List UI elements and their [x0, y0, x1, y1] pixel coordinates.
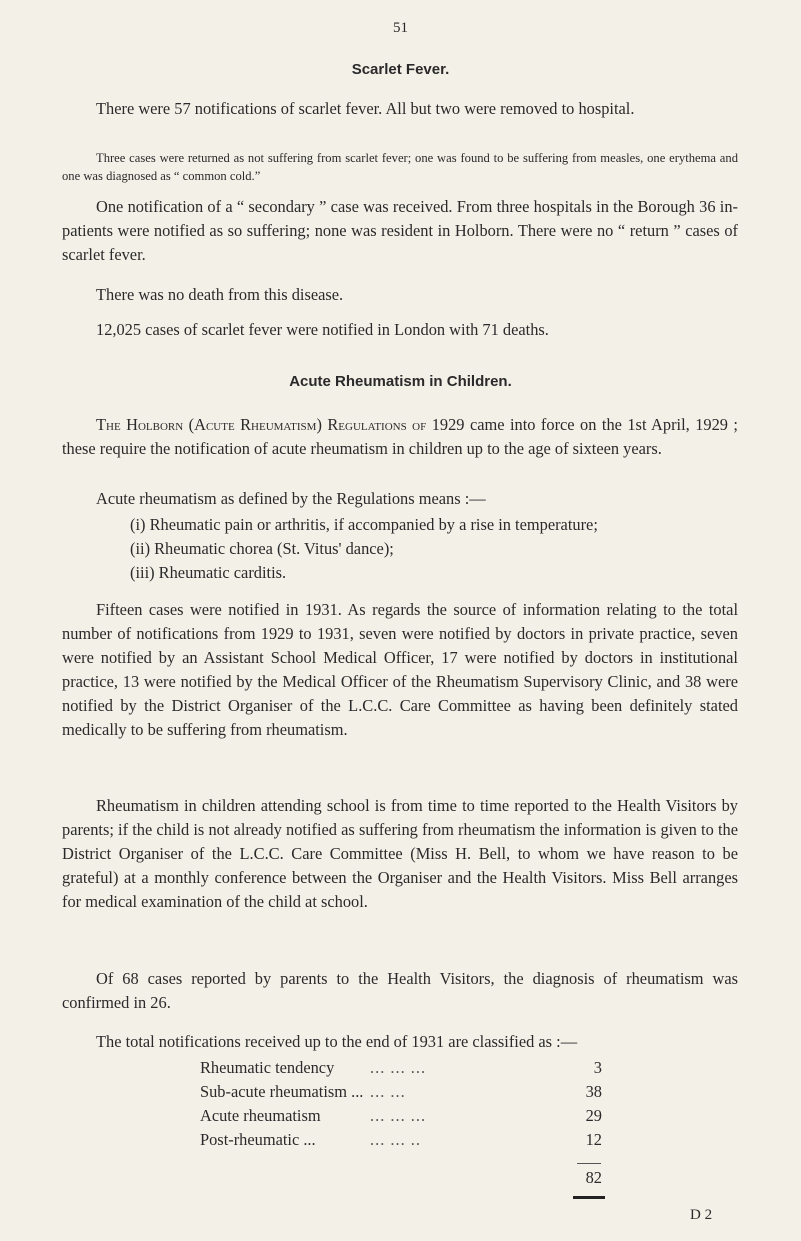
table-row: [200, 1104, 620, 1128]
acute-rheumatism-paragraph-4: Rheumatism in children attending school is from time to time reported to the Health Visitors by parents; if the child is not already notified as suffering from rheumatism the information is given to the District Organiser of the L.C.C. Care Committee (Miss H. Bell, to whom we have reason to be grateful) at a monthly conference between the Organiser and the Health Visitors. Miss Bell arranges for medical examination of the child at school.: [62, 796, 738, 911]
definitions-list: [130, 513, 750, 585]
classification-table: [200, 1056, 620, 1152]
category-count: 12: [585, 1130, 602, 1149]
leader-dots: ... ... ...: [370, 1106, 427, 1125]
acute-rheumatism-paragraph-3: Fifteen cases were notified in 1931. As regards the source of information relating to the total number of notifications from 1929 to 1931, seven were notified by doctors in private practice, seven were notified by an Assistant School Medical Officer, 17 were notified by doctors in institutional practice, 13 were notified by the Medical Officer of the Rheumatism Supervisory Clinic, and 38 were notified by the District Organiser of the L.C.C. Care Committee as having been definitely stated medically to be suffering from rheumatism.: [62, 600, 738, 739]
acute-rheumatism-paragraph-1: [62, 413, 738, 461]
table-row: [200, 1128, 620, 1152]
acute-rheumatism-paragraph-5: Of 68 cases reported by parents to the Health Visitors, the diagnosis of rheumatism was confirmed in 26.: [62, 969, 738, 1012]
scarlet-fever-note: Three cases were returned as not suffering from scarlet fever; one was found to be suffering from measles, one erythema and one was diagnosed as “ common cold.”: [62, 151, 738, 183]
leader-dots: ... ... ...: [370, 1058, 427, 1077]
scarlet-fever-paragraph-1: There were 57 notifications of scarlet fever. All but two were removed to hospital.: [96, 99, 635, 118]
scarlet-fever-paragraph-3: One notification of a “ secondary ” case was received. From three hospitals in the Borough 36 in-patients were notified as so suffering; none was resident in Holborn. There were no “ return ” cases of scarlet fever.: [62, 197, 738, 264]
total-rule: [577, 1163, 601, 1164]
category-label: Rheumatic tendency: [200, 1058, 335, 1077]
regulations-text: 1929 came into force on the 1st April, 1929 ; these require the notification of acute rheumatism in children up to the age of sixteen years.: [62, 415, 738, 458]
definition-item: (i) Rheumatic pain or arthritis, if accompanied by a rise in temperature;: [130, 515, 598, 534]
category-label: Sub-acute rheumatism ...: [200, 1082, 364, 1101]
classification-total: 82: [585, 1168, 602, 1187]
leader-dots: ... ...: [370, 1082, 406, 1101]
definition-item: (ii) Rheumatic chorea (St. Vitus' dance);: [130, 539, 394, 558]
category-count: 3: [593, 1058, 602, 1077]
definition-item: (iii) Rheumatic carditis.: [130, 563, 287, 582]
total-double-rule: [573, 1196, 605, 1199]
scarlet-fever-paragraph-4: There was no death from this disease.: [96, 285, 344, 304]
classification-intro: The total notifications received up to the end of 1931 are classified as :—: [96, 1032, 578, 1051]
leader-dots: ... ... ..: [370, 1130, 421, 1149]
signature-mark: D 2: [690, 1207, 713, 1223]
category-label: Acute rheumatism: [200, 1106, 321, 1125]
regulations-title: The Holborn (Acute Rheumatism) Regulations of: [96, 415, 427, 434]
acute-rheumatism-definition-intro: Acute rheumatism as defined by the Regulations means :—: [96, 489, 486, 508]
category-count: 29: [585, 1106, 602, 1125]
scarlet-fever-paragraph-5: 12,025 cases of scarlet fever were notified in London with 71 deaths.: [96, 320, 549, 339]
category-label: Post-rheumatic ...: [200, 1130, 316, 1149]
acute-rheumatism-heading: Acute Rheumatism in Children.: [289, 373, 512, 390]
category-count: 38: [585, 1082, 602, 1101]
scarlet-fever-heading: Scarlet Fever.: [351, 61, 450, 78]
table-row: [200, 1080, 620, 1104]
page-number: 51: [393, 20, 408, 36]
table-row: [200, 1056, 620, 1080]
